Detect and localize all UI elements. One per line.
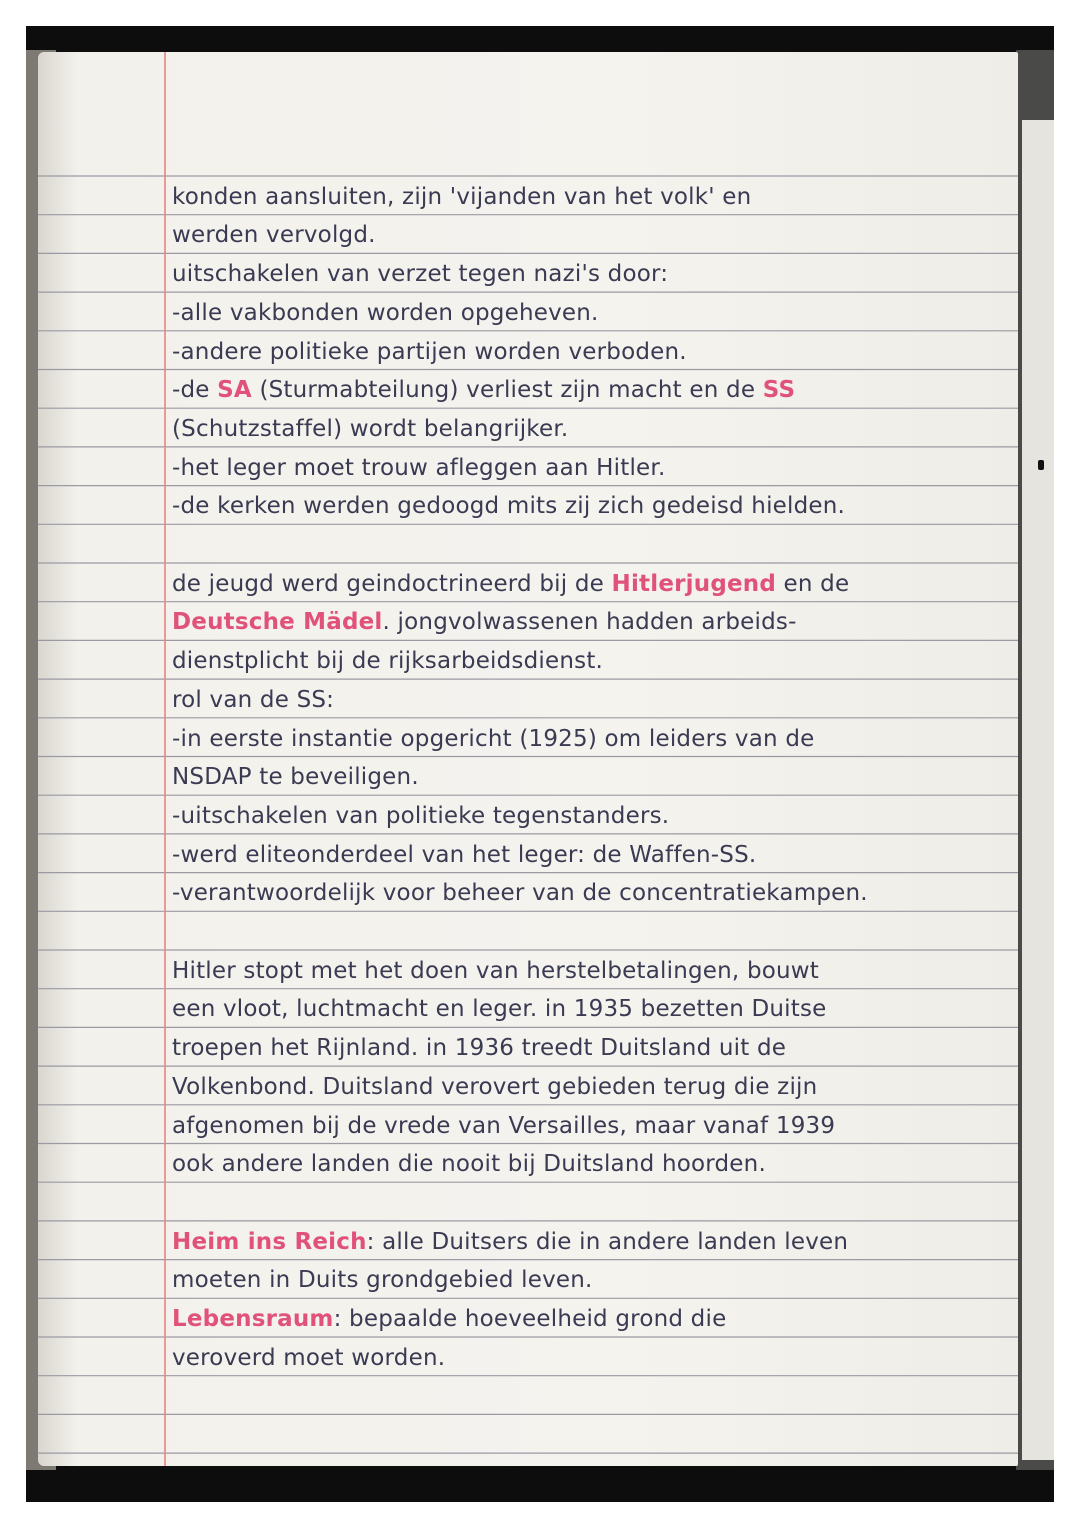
note-line (172, 1074, 1018, 1100)
note-text: ook andere landen die nooit bij Duitsland hoorden. (172, 1151, 766, 1178)
note-line (172, 1151, 1018, 1177)
note-text: -andere politieke partijen worden verboden. (172, 338, 687, 365)
note-line (172, 1306, 1018, 1332)
note-text: Volkenbond. Duitsland verovert gebieden terug die zijn (172, 1073, 818, 1100)
note-text: (Sturmabteilung) verliest zijn macht en de (251, 377, 763, 404)
note-line (172, 377, 1018, 403)
note-line (172, 1113, 1018, 1139)
margin-line (164, 52, 166, 1466)
note-text: -in eerste instantie opgericht (1925) om leiders van de (172, 725, 815, 752)
highlighted-term: SA (217, 377, 252, 404)
next-page-edge (1022, 120, 1054, 1460)
highlighted-term: Hitlerjugend (611, 570, 777, 597)
note-text: . jongvolwassenen hadden arbeids- (382, 609, 797, 636)
note-line (172, 455, 1018, 481)
note-text: de jeugd werd geindoctrineerd bij de (172, 570, 612, 597)
note-line (172, 261, 1018, 287)
note-text: : bepaalde hoeveelheid grond die (333, 1306, 727, 1332)
note-text: en de (776, 570, 850, 597)
note-line (172, 996, 1018, 1022)
note-line (172, 493, 1018, 519)
note-line (172, 648, 1018, 674)
note-line (172, 1267, 1018, 1293)
note-line (172, 880, 1018, 906)
note-line (172, 1345, 1018, 1371)
note-text: -het leger moet trouw afleggen aan Hitler. (172, 454, 666, 481)
note-line (172, 803, 1018, 829)
note-text: -uitschakelen van politieke tegenstanders. (172, 802, 670, 829)
note-line (172, 184, 1018, 210)
note-text: uitschakelen van verzet tegen nazi's door: (172, 261, 669, 288)
note-line (172, 1035, 1018, 1061)
note-text: -de kerken werden gedoogd mits zij zich gedeisd hielden. (172, 493, 846, 520)
note-line (172, 300, 1018, 326)
note-line (172, 609, 1018, 635)
note-text: : alle Duitsers die in andere landen leven (366, 1228, 849, 1255)
note-text: moeten in Duits grondgebied leven. (172, 1267, 593, 1294)
note-text: een vloot, luchtmacht en leger. in 1935 bezetten Duitse (172, 996, 827, 1023)
note-text: werden vervolgd. (172, 222, 376, 249)
note-line (172, 416, 1018, 442)
note-text: -werd eliteonderdeel van het leger: de Waffen-SS. (172, 841, 757, 868)
note-line (172, 726, 1018, 752)
note-text: -de (172, 377, 218, 404)
highlighted-term: Lebensraum (172, 1306, 334, 1332)
note-text: troepen het Rijnland. in 1936 treedt Duitsland uit de (172, 1035, 787, 1062)
ink-mark (1038, 460, 1044, 470)
note-line (172, 339, 1018, 365)
note-line (172, 958, 1018, 984)
highlighted-term: Heim ins Reich (172, 1228, 367, 1255)
note-line (172, 764, 1018, 790)
note-text: Hitler stopt met het doen van herstelbetalingen, bouwt (172, 957, 820, 984)
note-text: rol van de SS: (172, 686, 335, 713)
note-line (172, 842, 1018, 868)
note-line (172, 687, 1018, 713)
note-text: afgenomen bij de vrede van Versailles, maar vanaf 1939 (172, 1112, 836, 1139)
note-text: -verantwoordelijk voor beheer van de concentratiekampen. (172, 880, 868, 907)
note-text: veroverd moet worden. (172, 1344, 446, 1371)
note-line (172, 222, 1018, 248)
note-text: NSDAP te beveiligen. (172, 764, 419, 791)
highlighted-term: SS (762, 377, 796, 404)
note-text: (Schutzstaffel) wordt belangrijker. (172, 415, 569, 442)
note-text: -alle vakbonden worden opgeheven. (172, 299, 599, 326)
highlighted-term: Deutsche Mädel (172, 609, 383, 636)
note-text: konden aansluiten, zijn 'vijanden van het volk' en (172, 183, 752, 210)
note-line (172, 571, 1018, 597)
note-line (172, 1229, 1018, 1255)
notebook-page (38, 52, 1018, 1466)
note-text: dienstplicht bij de rijksarbeidsdienst. (172, 648, 604, 675)
